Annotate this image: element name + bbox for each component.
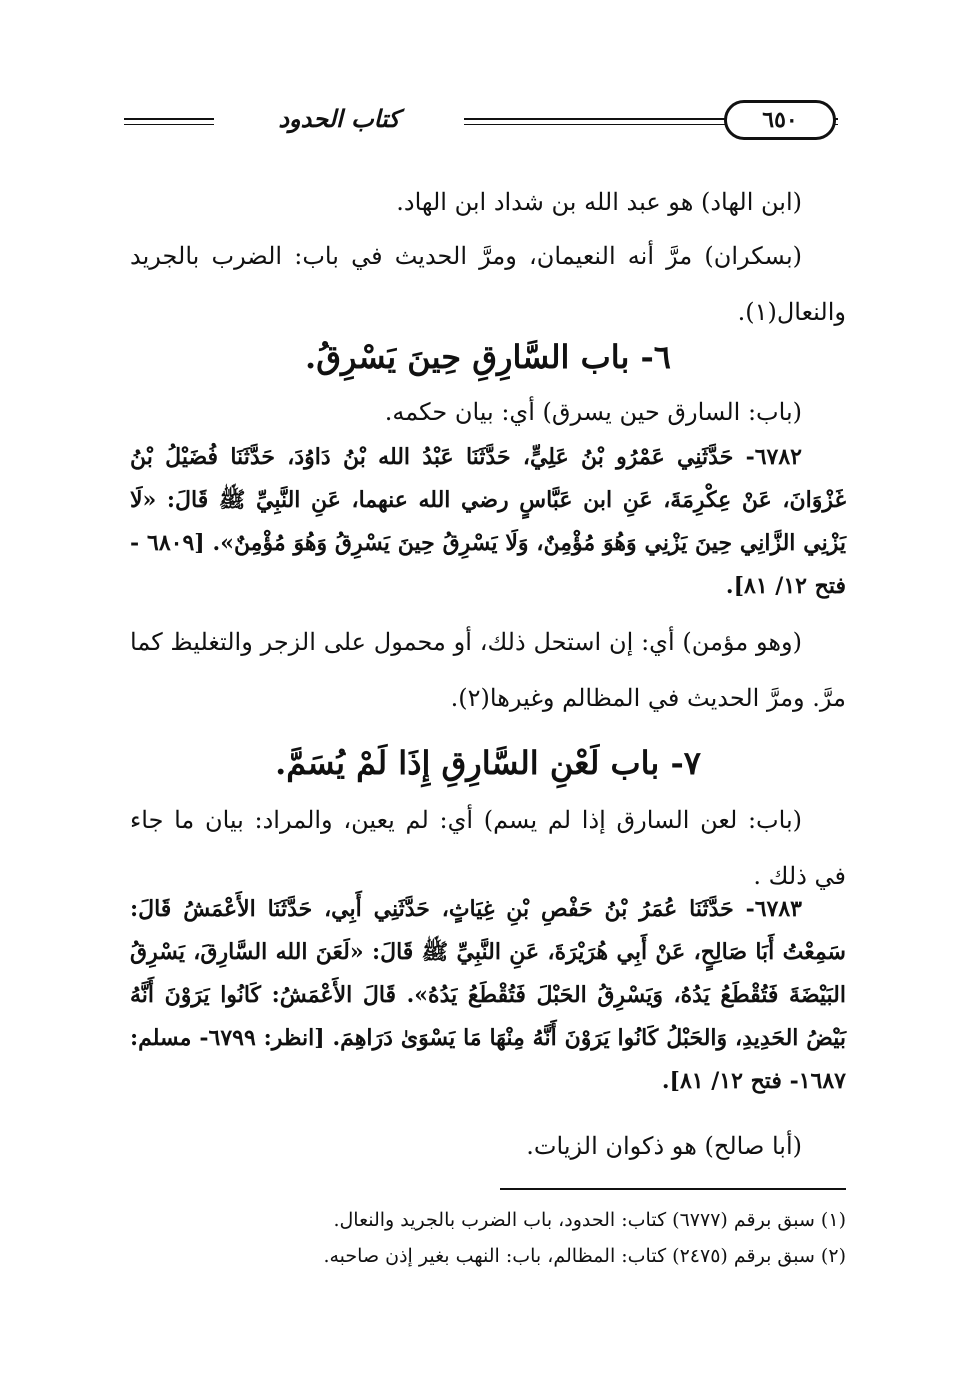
running-title: كتاب الحدود bbox=[214, 102, 464, 138]
footnote: (١) سبق برقم (٦٧٧٧) كتاب: الحدود، باب الضرب بالجريد والنعال. bbox=[333, 1209, 846, 1231]
paragraph-text: (أبا صالح) هو ذكوان الزيات. bbox=[526, 1132, 802, 1160]
paragraph bbox=[130, 1118, 846, 1174]
hadith-text bbox=[130, 888, 846, 1103]
paragraph bbox=[130, 228, 846, 340]
paragraph-text: (بسكران) مرَّ أنه النعيمان، ومرَّ الحديث في باب: الضرب بالجريد والنعال(١). bbox=[130, 242, 846, 326]
hadith-body: ٦٧٨٢- حَدَّثَنِي عَمْرُو بْنُ عَلِيٍّ، حَدَّثَنَا عَبْدُ الله بْنُ دَاوُدَ، حَدَّثَنَا فُضَيْلُ بْنُ غَزْوَانَ، عَنْ عِكْرِمَةَ، عَنِ ابن عَبَّاسٍ رضي الله عنهما، عَنِ النَّبِيِّ ﷺ قَالَ: «لَا يَزْنِي الزَّانِي حِينَ يَزْنِي وَهُوَ مُؤْمِنٌ، وَلَا يَسْرِقُ حِينَ يَسْرِقُ وَهُوَ مُؤْمِنٌ». [٦٨٠٩ - فتح ١٢/ ٨١]. bbox=[130, 444, 846, 599]
paragraph bbox=[130, 384, 846, 440]
chapter-heading: ٧- باب لَعْنِ السَّارِقِ إِذَا لَمْ يُسَمَّ. bbox=[275, 744, 701, 782]
running-header bbox=[124, 98, 834, 142]
hadith-text bbox=[130, 436, 846, 608]
page-number: ٦٥٠ bbox=[724, 100, 836, 140]
paragraph-text: (ابن الهاد) هو عبد الله بن شداد ابن الهاد. bbox=[396, 188, 802, 216]
paragraph bbox=[130, 614, 846, 726]
hadith-body: ٦٧٨٣- حَدَّثَنَا عُمَرُ بْنُ حَفْصِ بْنِ غِيَاثٍ، حَدَّثَنِي أَبِي، حَدَّثَنَا الأَعْمَشُ قَالَ: سَمِعْتُ أَبَا صَالِحٍ، عَنْ أَبِي هُرَيْرَةَ، عَنِ النَّبِيِّ ﷺ قَالَ: «لَعَنَ الله السَّارِقَ، يَسْرِقُ البَيْضَةَ فَتُقْطَعُ يَدُهُ، وَيَسْرِقُ الحَبْلَ فَتُقْطَعُ يَدُهُ». قَالَ الأَعْمَشُ: كَانُوا يَرَوْنَ أَنَّهُ بَيْضُ الحَدِيدِ، وَالحَبْلُ كَانُوا يَرَوْنَ أَنَّهُ مِنْهَا مَا يَسْوَىٰ دَرَاهِمَ. [انظر: ٦٧٩٩- مسلم: ١٦٨٧- فتح ١٢/ ٨١]. bbox=[130, 896, 846, 1094]
paragraph-text: (باب: السارق حين يسرق) أي: بيان حكمه. bbox=[384, 398, 802, 426]
paragraph-text: (باب: لعن السارق إذا لم يسم) أي: لم يعين، والمراد: بيان ما جاء في ذلك . bbox=[130, 806, 846, 890]
paragraph bbox=[130, 174, 846, 230]
paragraph-text: (وهو مؤمن) أي: إن استحل ذلك، أو محمول على الزجر والتغليظ كما مرَّ. ومرَّ الحديث في المظالم وغيرها(٢). bbox=[130, 628, 846, 712]
footnote: (٢) سبق برقم (٢٤٧٥) كتاب: المظالم، باب: النهب بغير إذن صاحبه. bbox=[323, 1245, 846, 1267]
footnote-separator bbox=[500, 1188, 846, 1190]
chapter-heading: ٦- باب السَّارِقِ حِينَ يَسْرِقُ. bbox=[305, 338, 671, 376]
